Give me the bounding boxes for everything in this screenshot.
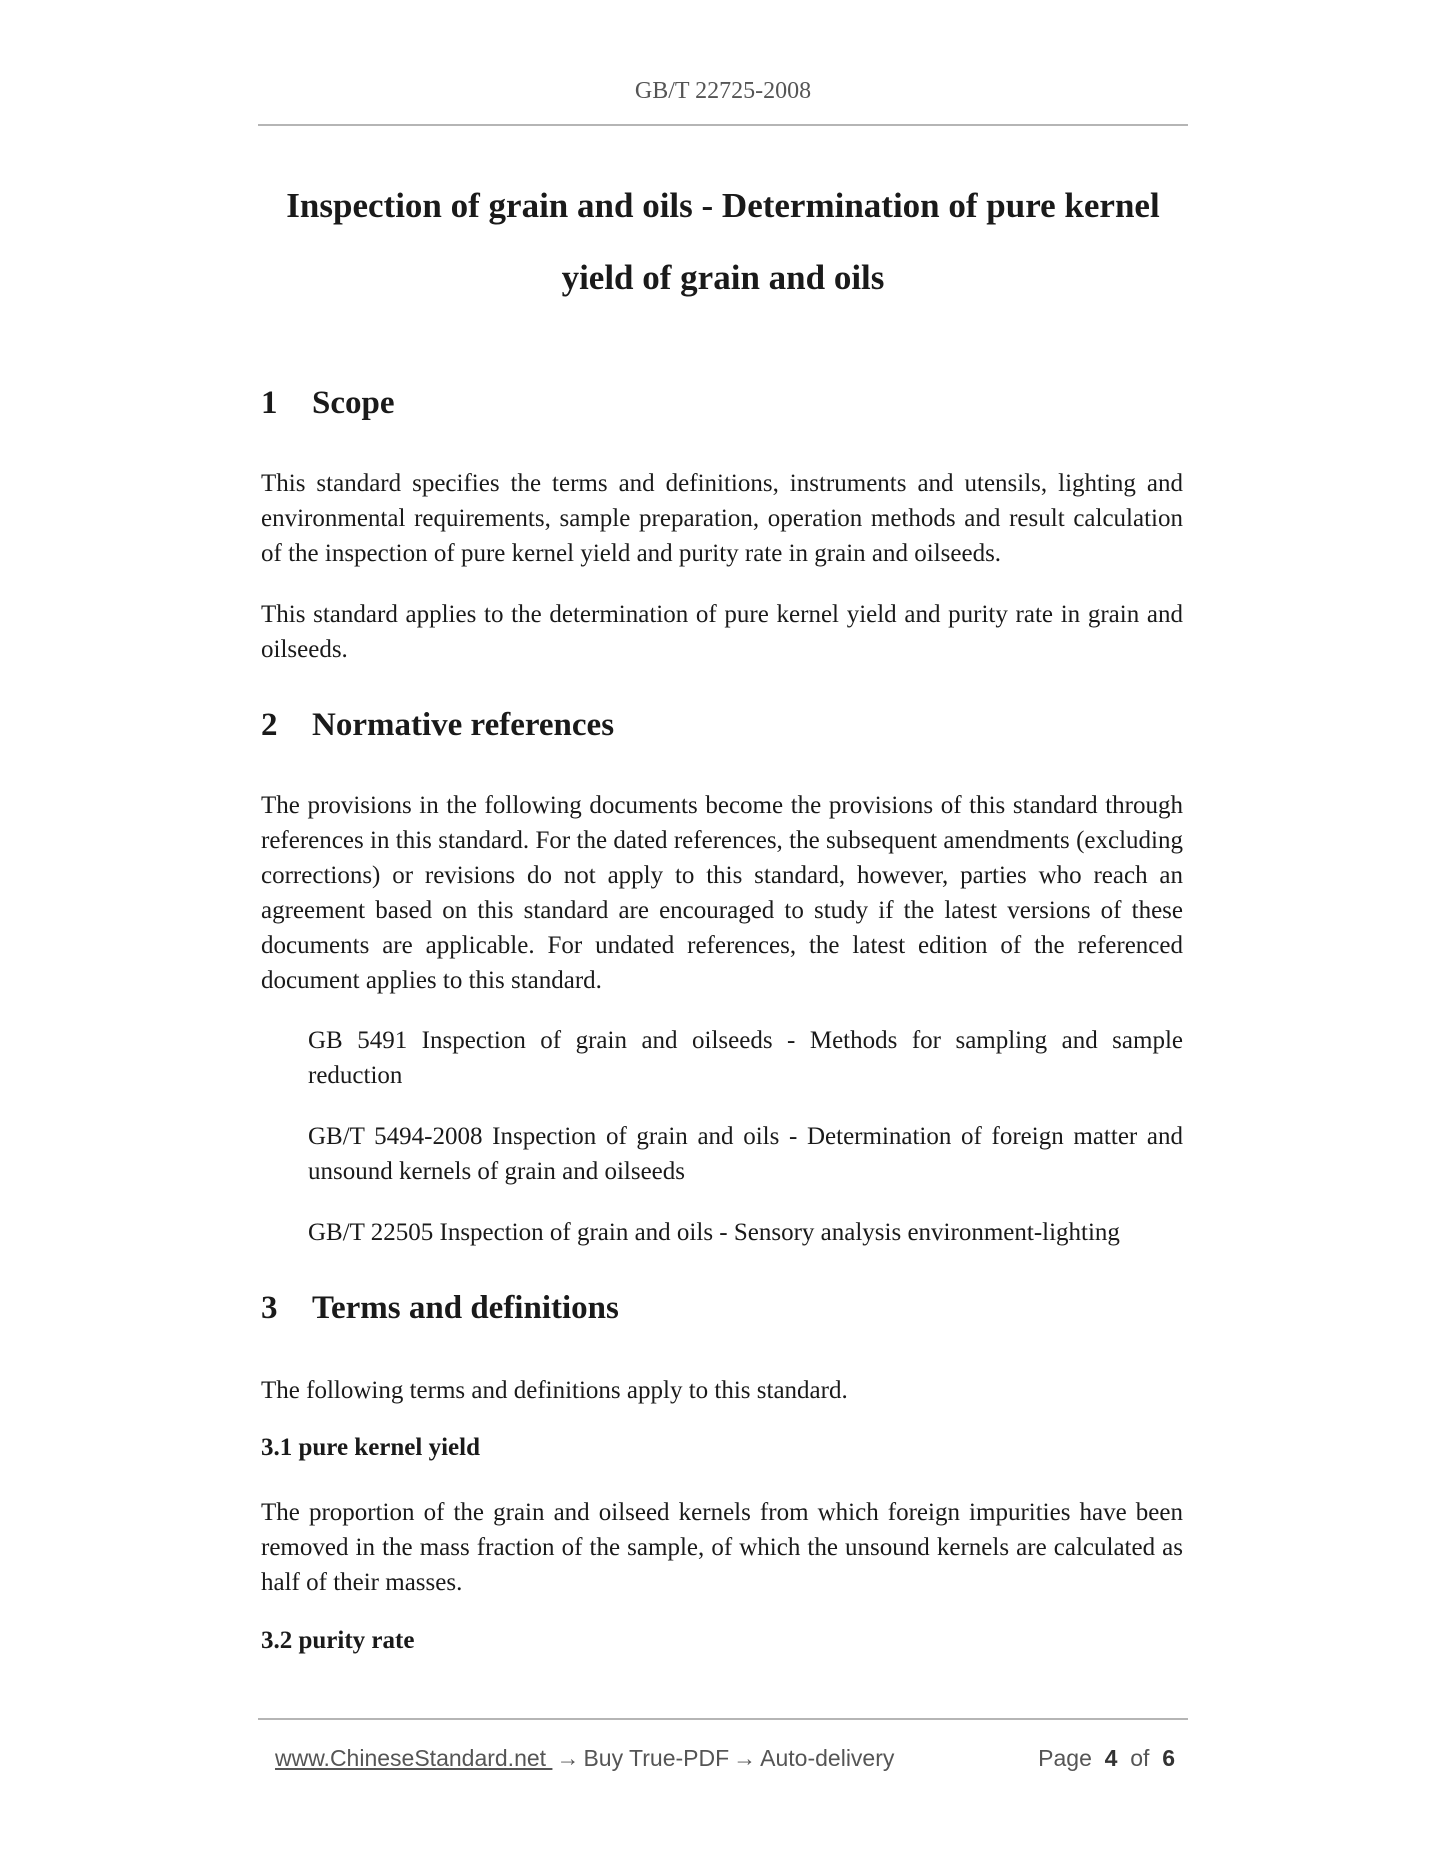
document-title: Inspection of grain and oils - Determination of pure kernel yield of grain and oils — [286, 186, 1160, 297]
page-footer — [275, 1745, 1175, 1775]
section-title: Terms and definitions — [312, 1290, 619, 1326]
section-title: Scope — [312, 385, 395, 421]
auto-delivery-label: Auto-delivery — [760, 1745, 895, 1771]
section-heading-normative-references — [261, 707, 614, 744]
of-word: of — [1130, 1745, 1150, 1771]
term-definition: The proportion of the grain and oilseed kernels from which foreign impurities have been removed in the mass fraction of the sample, of which the unsound kernels are calculated as half of their masses. — [261, 1499, 1183, 1596]
page-word: Page — [1038, 1745, 1092, 1771]
reference-item: GB 5491 Inspection of grain and oilseeds - Methods for sampling and sample reduction — [308, 1027, 1183, 1089]
footer-rule — [258, 1718, 1188, 1720]
section-number: 3 — [261, 1290, 278, 1326]
term-heading: 3.1 pure kernel yield — [261, 1434, 480, 1461]
paragraph: This standard applies to the determination of pure kernel yield and purity rate in grain and oilseeds. — [261, 601, 1183, 663]
arrow-right-icon: → — [733, 1745, 757, 1771]
arrow-right-icon: → — [556, 1745, 580, 1771]
page-indicator — [1038, 1745, 1175, 1772]
buy-pdf-link[interactable]: Buy True-PDF — [583, 1745, 730, 1771]
section-heading-terms-and-definitions — [261, 1290, 619, 1327]
reference-item: GB/T 22505 Inspection of grain and oils - Sensory analysis environment-lighting — [308, 1219, 1120, 1246]
paragraph: This standard specifies the terms and definitions, instruments and utensils, lighting and environmental requirements, sample preparation, operation methods and result calculation of the inspection of pure kernel yield and purity rate in grain and oilseeds. — [261, 470, 1183, 567]
paragraph: The following terms and definitions apply to this standard. — [261, 1377, 848, 1404]
reference-item: GB/T 5494-2008 Inspection of grain and oils - Determination of foreign matter and unsound kernels of grain and oilseeds — [308, 1123, 1183, 1185]
section-number: 1 — [261, 385, 278, 421]
section-heading-scope — [261, 385, 395, 422]
running-header: GB/T 22725-2008 — [634, 78, 812, 104]
page-current: 4 — [1104, 1745, 1118, 1771]
website-link[interactable]: www.ChineseStandard.net — [275, 1745, 553, 1771]
section-title: Normative references — [312, 707, 615, 743]
page-total: 6 — [1162, 1745, 1175, 1771]
term-heading: 3.2 purity rate — [261, 1627, 415, 1654]
paragraph: The provisions in the following documents become the provisions of this standard through references in this standard. For the dated references, the subsequent amendments (excluding corrections) or revisions do not apply to this standard, however, parties who reach an agreement based on this standard are encouraged to study if the latest versions of these documents are applicable. For undated references, the latest edition of the referenced document applies to this standard. — [261, 792, 1183, 994]
header-rule — [258, 124, 1188, 126]
section-number: 2 — [261, 707, 278, 743]
